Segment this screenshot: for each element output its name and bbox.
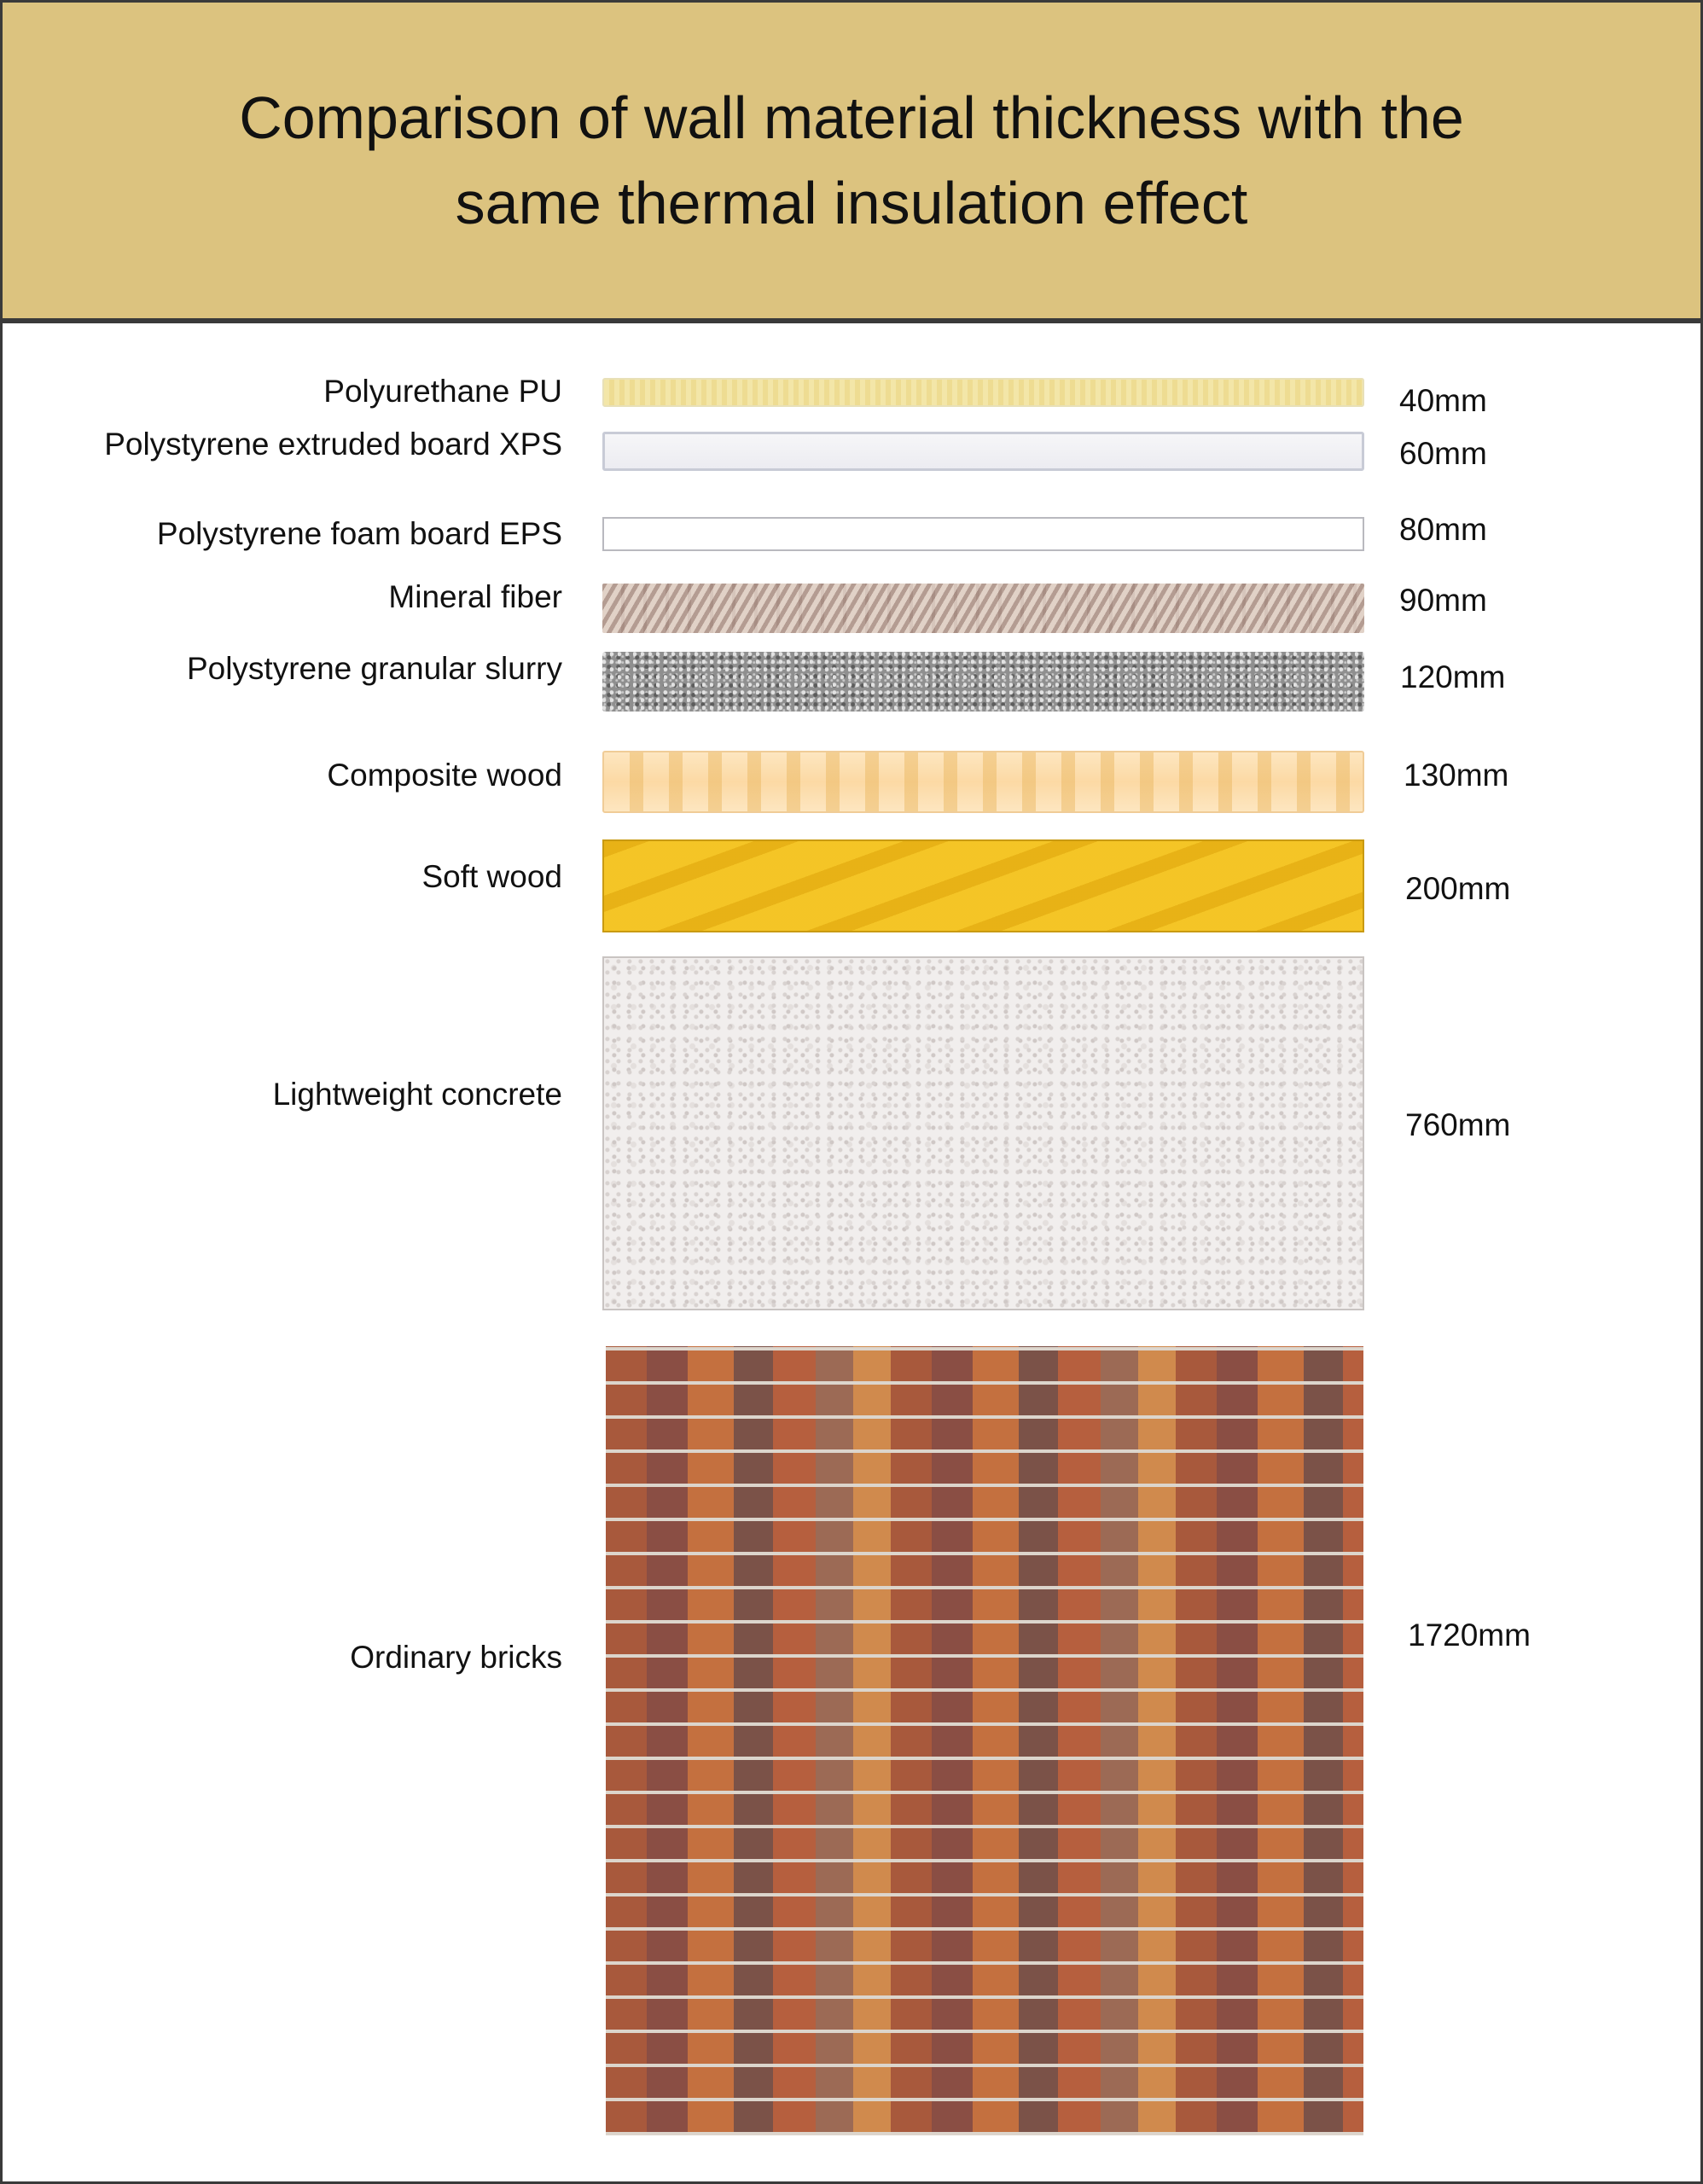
- bar-mineral-fiber: [602, 584, 1364, 633]
- value-eps: 80mm: [1399, 512, 1487, 547]
- label-granular-slurry: Polystyrene granular slurry: [186, 651, 562, 686]
- value-soft-wood: 200mm: [1405, 871, 1511, 906]
- value-composite-wood: 130mm: [1404, 758, 1509, 793]
- bar-composite-wood: [602, 751, 1364, 813]
- value-mineral-fiber: 90mm: [1399, 583, 1487, 618]
- value-polyurethane: 40mm: [1399, 383, 1487, 418]
- label-soft-wood: Soft wood: [421, 859, 562, 894]
- value-xps: 60mm: [1399, 436, 1487, 471]
- label-lightweight-concrete: Lightweight concrete: [272, 1077, 562, 1112]
- page-title: Comparison of wall material thickness with the same thermal insulation effect: [239, 84, 1464, 236]
- bar-soft-wood: [602, 839, 1364, 932]
- value-lightweight-concrete: 760mm: [1405, 1107, 1511, 1142]
- bar-polyurethane: [602, 378, 1364, 407]
- bar-lightweight-concrete: [602, 956, 1364, 1310]
- bar-eps: [602, 517, 1364, 551]
- label-composite-wood: Composite wood: [327, 758, 562, 793]
- label-eps: Polystyrene foam board EPS: [156, 516, 562, 551]
- bar-ordinary-bricks: [606, 1346, 1363, 2135]
- bar-granular-slurry: [602, 652, 1364, 712]
- label-xps: Polystyrene extruded board XPS: [104, 427, 562, 462]
- value-granular-slurry: 120mm: [1400, 659, 1506, 694]
- value-ordinary-bricks: 1720mm: [1408, 1618, 1531, 1653]
- header-banner: [3, 3, 1700, 323]
- label-polyurethane: Polyurethane PU: [323, 374, 562, 409]
- bar-xps: [602, 432, 1364, 471]
- label-ordinary-bricks: Ordinary bricks: [350, 1640, 562, 1675]
- label-mineral-fiber: Mineral fiber: [388, 579, 562, 614]
